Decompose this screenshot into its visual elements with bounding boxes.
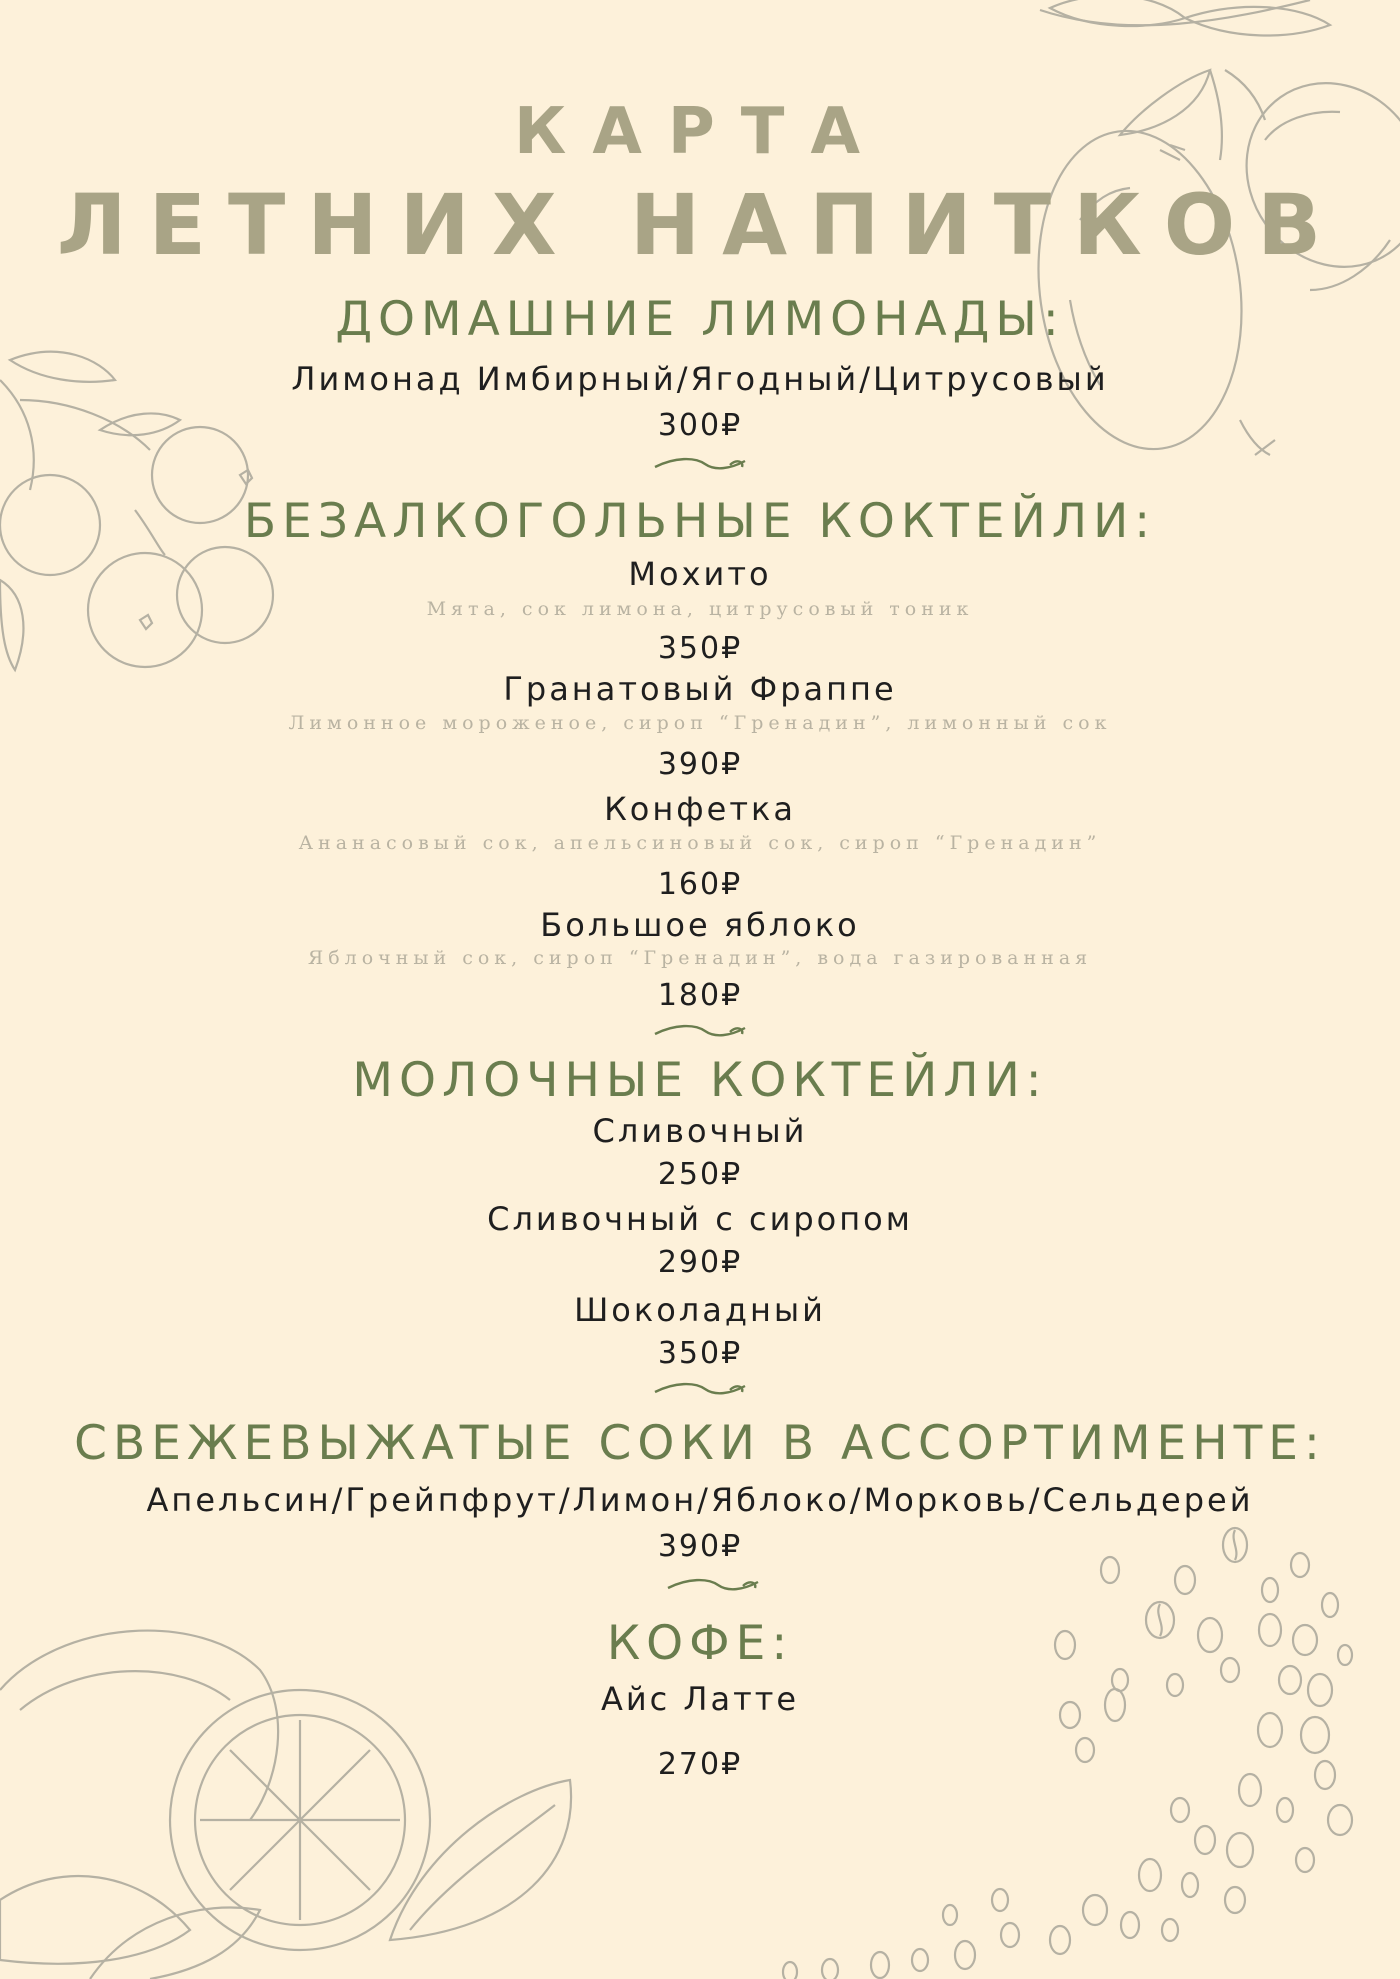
menu-item-name: Конфетка: [604, 790, 796, 828]
menu-item-description: Лимонное мороженое, сироп “Гренадин”, лимонный сок: [288, 712, 1112, 734]
swirl-divider-icon: [663, 1576, 763, 1594]
section-heading-lemonades: ДОМАШНИЕ ЛИМОНАДЫ:: [335, 292, 1065, 347]
menu-item-price: 160₽: [657, 867, 743, 902]
menu-item-name: Апельсин/Грейпфрут/Лимон/Яблоко/Морковь/Сельдерей: [146, 1481, 1254, 1519]
menu-item-name: Шоколадный: [574, 1291, 826, 1329]
menu-item-name: Лимонад Имбирный/Ягодный/Цитрусовый: [291, 360, 1109, 398]
section-heading-coffee: КОФЕ:: [606, 1616, 794, 1671]
menu-item-price: 300₽: [657, 408, 743, 443]
menu-title-top: КАРТА: [514, 95, 886, 169]
menu-title-main: ЛЕТНИХ НАПИТКОВ: [56, 176, 1344, 274]
section-heading-mocktails: БЕЗАЛКОГОЛЬНЫЕ КОКТЕЙЛИ:: [243, 494, 1157, 549]
menu-item-price: 180₽: [657, 978, 743, 1013]
menu-item-description: Мята, сок лимона, цитрусовый тоник: [426, 598, 974, 620]
menu-item-price: 350₽: [657, 631, 743, 666]
section-heading-milkshakes: МОЛОЧНЫЕ КОКТЕЙЛИ:: [352, 1053, 1048, 1108]
menu-item-name: Гранатовый Фраппе: [503, 670, 897, 708]
section-heading-fresh-juices: СВЕЖЕВЫЖАТЫЕ СОКИ В АССОРТИМЕНТЕ:: [74, 1416, 1326, 1471]
menu-item-price: 290₽: [657, 1245, 743, 1280]
menu-item-name: Большое яблоко: [540, 906, 860, 944]
swirl-divider-icon: [650, 1380, 750, 1398]
menu-item-price: 250₽: [657, 1157, 743, 1192]
menu-item-price: 270₽: [657, 1747, 743, 1782]
swirl-divider-icon: [650, 1022, 750, 1040]
menu-item-name: Сливочный: [592, 1112, 808, 1150]
swirl-divider-icon: [650, 455, 750, 473]
menu-item-name: Мохито: [628, 555, 772, 593]
menu-item-price: 350₽: [657, 1336, 743, 1371]
menu-item-description: Ананасовый сок, апельсиновый сок, сироп “Гренадин”: [298, 832, 1102, 854]
menu-item-price: 390₽: [657, 1529, 743, 1564]
menu-item-name: Айс Латте: [600, 1680, 800, 1718]
menu-item-description: Яблочный сок, сироп “Гренадин”, вода газированная: [307, 947, 1093, 969]
menu-item-name: Сливочный с сиропом: [487, 1200, 913, 1238]
menu-item-price: 390₽: [657, 747, 743, 782]
